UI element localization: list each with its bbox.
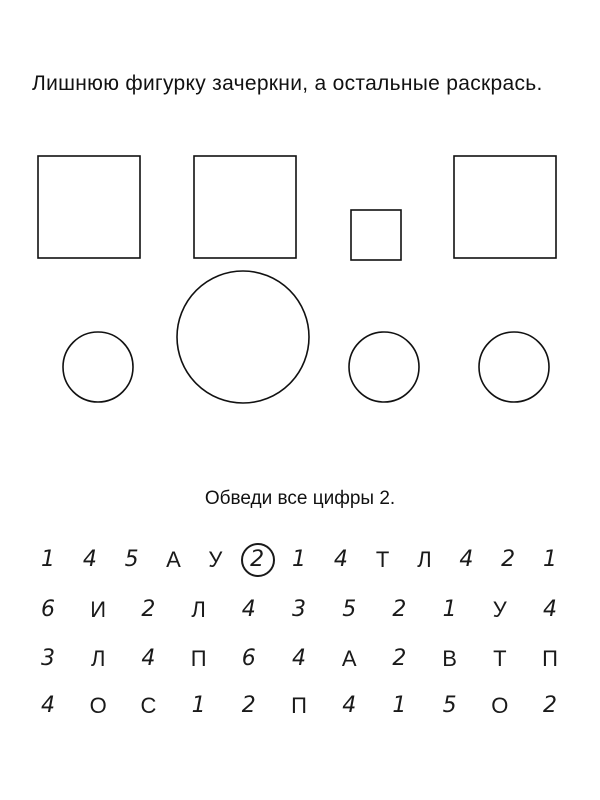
shape-square-1 bbox=[38, 156, 140, 258]
grid-cell: 2 bbox=[392, 646, 407, 671]
grid-cell: 4 bbox=[292, 646, 306, 671]
grid-cell: Т bbox=[375, 547, 390, 572]
shape-circle-4 bbox=[479, 332, 549, 402]
grid-cell: 2 bbox=[141, 597, 156, 622]
grid-cell: П bbox=[291, 693, 307, 718]
grid-cell: 4 bbox=[82, 547, 97, 572]
shape-square-4 bbox=[454, 156, 556, 258]
grid-cell: 4 bbox=[241, 597, 256, 622]
grid-cell: С bbox=[140, 693, 157, 718]
shape-circle-large bbox=[177, 271, 309, 403]
grid-cell: П bbox=[542, 646, 558, 671]
grid-cell: У bbox=[492, 597, 507, 622]
grid-cell: О bbox=[491, 693, 509, 718]
grid-cell: 1 bbox=[292, 547, 306, 572]
grid-cell: 1 bbox=[41, 547, 55, 572]
grid-row bbox=[0, 595, 600, 625]
grid-cell: Л bbox=[90, 646, 106, 671]
grid-cell: 2 bbox=[543, 693, 557, 718]
grid-cell-circled: 2 bbox=[237, 545, 277, 575]
grid-cell: 3 bbox=[41, 646, 55, 671]
grid-cell: В bbox=[442, 646, 457, 671]
grid-cell: 1 bbox=[191, 693, 206, 718]
grid-cell: 4 bbox=[342, 693, 357, 718]
grid-cell: 2 bbox=[392, 597, 407, 622]
grid-cell: 4 bbox=[459, 547, 474, 572]
grid-cell: 6 bbox=[241, 646, 256, 671]
grid-cell: П bbox=[190, 646, 207, 671]
grid-cell: И bbox=[90, 597, 107, 622]
grid-cell: 1 bbox=[392, 693, 407, 718]
grid-row bbox=[0, 644, 600, 674]
grid-row bbox=[0, 691, 600, 721]
shape-circle-1 bbox=[63, 332, 133, 402]
instruction-circle-twos: Обведи все цифры 2. bbox=[204, 488, 396, 509]
grid-cell: 2 bbox=[241, 693, 256, 718]
shape-square-2 bbox=[194, 156, 296, 258]
grid-cell: 5 bbox=[342, 597, 357, 622]
grid-cell: 1 bbox=[442, 597, 457, 622]
grid-cell: 4 bbox=[543, 597, 557, 622]
grid-cell: 2 bbox=[501, 547, 516, 572]
grid-row bbox=[0, 545, 600, 575]
grid-cell: 5 bbox=[124, 547, 139, 572]
instruction-cross-out: Лишнюю фигурку зачеркни, а остальные раскрась. bbox=[32, 72, 543, 95]
grid-cell: Л bbox=[417, 547, 432, 572]
grid-cell: Л bbox=[191, 597, 206, 622]
grid-cell: 4 bbox=[141, 646, 156, 671]
grid-cell: А bbox=[341, 646, 357, 671]
grid-cell: 6 bbox=[41, 597, 55, 622]
grid-cell: А bbox=[166, 547, 181, 572]
grid-cell: 4 bbox=[41, 693, 55, 718]
grid-cell: У bbox=[208, 547, 223, 572]
shape-circle-3 bbox=[349, 332, 419, 402]
grid-cell: 1 bbox=[543, 547, 557, 572]
shape-square-small bbox=[351, 210, 401, 260]
grid-cell: О bbox=[89, 693, 107, 718]
grid-cell: Т bbox=[493, 646, 507, 671]
grid-cell: 5 bbox=[442, 693, 457, 718]
grid-cell: 4 bbox=[333, 547, 348, 572]
grid-cell: 3 bbox=[292, 597, 306, 622]
